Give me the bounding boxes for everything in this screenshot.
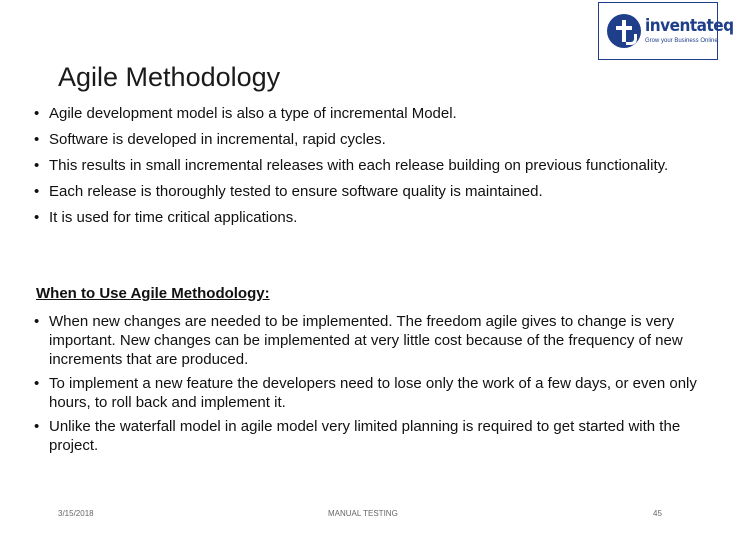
bullet-icon: • xyxy=(34,105,40,122)
page-number: 45 xyxy=(653,509,662,518)
logo-emblem-icon xyxy=(607,14,641,48)
bullet-icon: • xyxy=(34,157,40,174)
company-logo xyxy=(598,2,734,60)
bullet-icon: • xyxy=(34,375,40,392)
list-item: • Agile development model is also a type of incremental Model. xyxy=(34,105,457,122)
bullet-icon: • xyxy=(34,313,40,330)
bullet-icon: • xyxy=(34,131,40,148)
list-item: • Unlike the waterfall model in agile model very limited planning is required to get started with the project. xyxy=(34,418,681,454)
footer-title: MANUAL TESTING xyxy=(328,509,398,518)
list-item: • This results in small incremental releases with each release building on previous functionality. xyxy=(34,157,669,174)
sub-bullet-list xyxy=(34,312,706,460)
footer-date: 3/15/2018 xyxy=(58,509,94,518)
bullet-list xyxy=(34,104,706,234)
list-item: • To implement a new feature the developers need to lose only the work of a few days, or even only hours, to roll back and implement it. xyxy=(34,375,697,411)
logo-tagline: Grow your Business Online xyxy=(645,38,718,44)
bullet-icon: • xyxy=(34,183,40,200)
list-item: • Each release is thoroughly tested to ensure software quality is maintained. xyxy=(34,183,543,200)
logo-name: inventateq xyxy=(645,16,734,36)
list-item: • When new changes are needed to be implemented. The freedom agile gives to change is very important. New changes can be implemented at very little cost because of the frequency of new increments that are produced. xyxy=(34,313,683,368)
section-subheading: When to Use Agile Methodology: xyxy=(36,285,270,302)
slide-title: Agile Methodology xyxy=(58,62,281,92)
list-item: • Software is developed in incremental, rapid cycles. xyxy=(34,131,386,148)
list-item: • It is used for time critical applications. xyxy=(34,209,298,226)
bullet-icon: • xyxy=(34,418,40,435)
bullet-icon: • xyxy=(34,209,40,226)
